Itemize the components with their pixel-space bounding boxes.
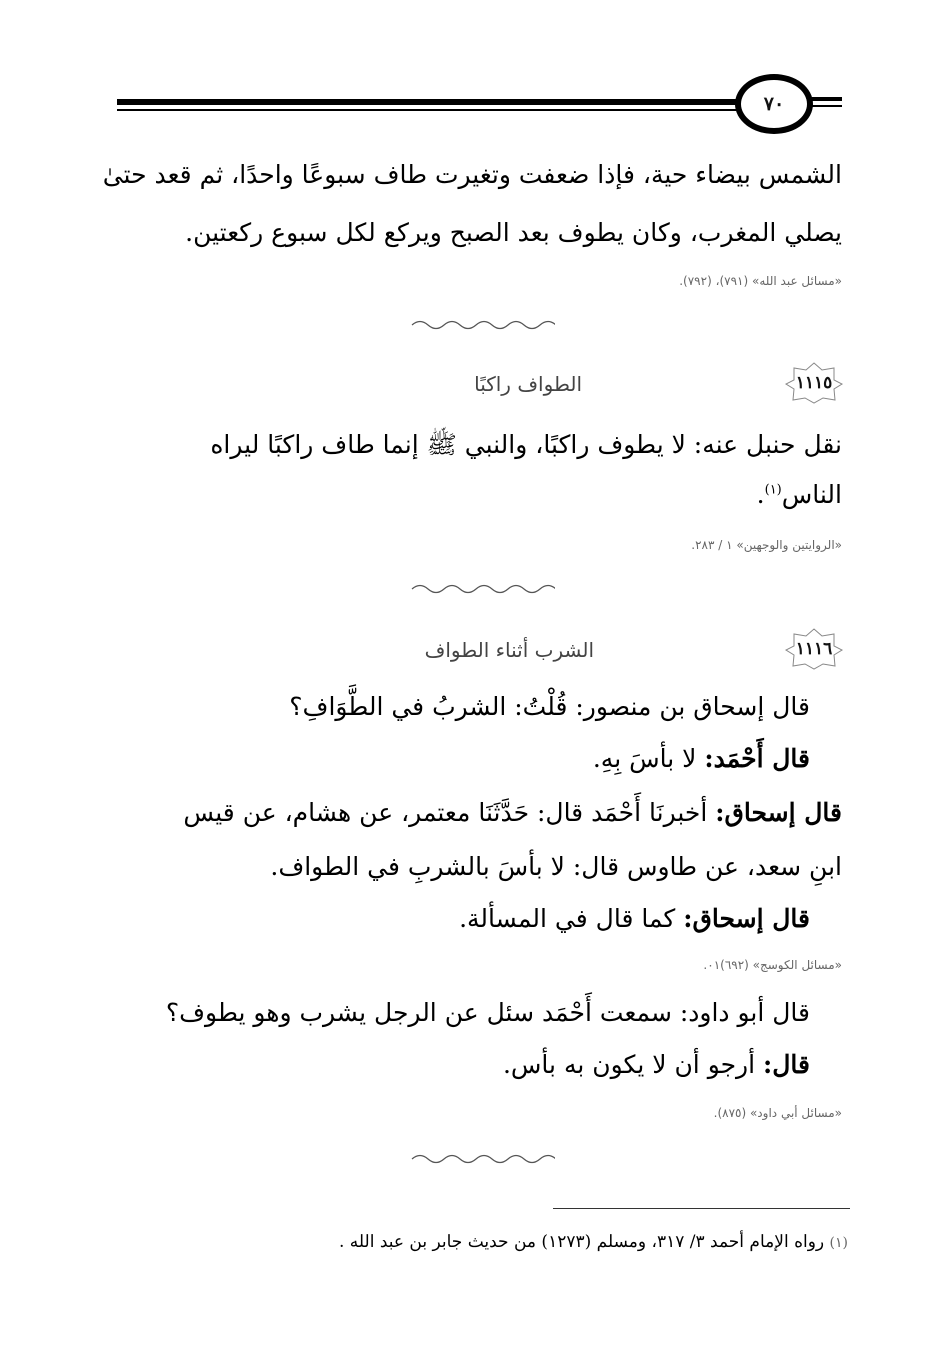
- speaker-label: قال إسحاق:: [715, 798, 842, 827]
- section-title: الشرب أثناء الطواف: [424, 638, 594, 662]
- page-number-badge: [735, 74, 813, 134]
- intro-source: «مسائل عبد الله» (٧٩١)، (٧٩٢).: [679, 274, 842, 288]
- speaker-label: قال:: [763, 1050, 810, 1079]
- header-rule-thick: [117, 99, 737, 105]
- section-1116-line-3: [183, 800, 842, 825]
- text-span: .: [756, 480, 765, 509]
- text-span: أخبرنَا أَحْمَد قال: حَدَّثَنَا معتمر، عن هشام، عن قيس: [183, 798, 708, 827]
- section-number-badge: [784, 362, 844, 404]
- speaker-label: قال إسحاق:: [683, 904, 810, 933]
- header-rule-right: [812, 97, 842, 101]
- footnote-marker: (١): [829, 1235, 848, 1251]
- intro-line-2: يصلي المغرب، وكان يطوف بعد الصبح ويركع لكل سبوع ركعتين.: [185, 218, 842, 247]
- section-number: ١١١٥: [795, 373, 833, 393]
- intro-line-1: الشمس بيضاء حية، فإذا ضعفت وتغيرت طاف سبوعًا واحدًا، ثم قعد حتىٰ: [102, 160, 842, 189]
- section-1115-source: «الروايتين والوجهين» ١ / ٢٨٣.: [691, 538, 842, 552]
- section-1116-line-1: قال إسحاق بن منصور: قُلْتُ: الشربُ في الطَّوَافِ؟: [289, 692, 810, 721]
- section-title: الطواف راكبًا: [474, 372, 582, 396]
- footnote-text: رواه الإمام أحمد ٣/ ٣١٧، ومسلم (١٢٧٣) من حديث جابر بن عبد الله .: [338, 1232, 825, 1252]
- speaker-label: قال أَحْمَد:: [704, 744, 810, 773]
- section-1116-source-2: «مسائل أبي داود» (٨٧٥).: [713, 1106, 842, 1120]
- section-1115-line-1: نقل حنبل عنه: لا يطوف راكبًا، والنبي ﷺ إنما طاف راكبًا ليراه: [210, 430, 842, 459]
- ornament-divider: [410, 582, 555, 596]
- section-1116-source-1: «مسائل الكوسج» (٦٩٢)٠١.: [703, 958, 842, 972]
- text-span: كما قال في المسألة.: [459, 904, 676, 933]
- section-1116-line-4: ابنِ سعد، عن طاوس قال: لا بأسَ بالشربِ في الطواف.: [270, 852, 842, 881]
- ornament-divider: [410, 1152, 555, 1166]
- section-1116-line-2: [593, 746, 810, 771]
- section-1116-line-6: قال أبو داود: سمعت أَحْمَد سئل عن الرجل يشرب وهو يطوف؟: [165, 998, 810, 1027]
- section-1115-line-2: [757, 482, 842, 507]
- footnote-ref: (١): [764, 482, 782, 498]
- section-number-badge: [784, 628, 844, 670]
- footnote-rule: [553, 1208, 850, 1209]
- section-number: ١١١٦: [795, 639, 833, 659]
- text-span: أرجو أن لا يكون به بأس.: [502, 1050, 756, 1079]
- text-span: الناس: [781, 480, 842, 509]
- footnote: [339, 1232, 848, 1252]
- page-number: ٧٠: [763, 93, 785, 115]
- header-rule-thin: [117, 109, 737, 111]
- text-span: لا بأسَ بِهِ.: [592, 744, 697, 773]
- header-rule-right-thin: [812, 105, 842, 107]
- ornament-divider: [410, 318, 555, 332]
- section-1116-line-5: [459, 906, 810, 931]
- section-1116-line-7: [503, 1052, 810, 1077]
